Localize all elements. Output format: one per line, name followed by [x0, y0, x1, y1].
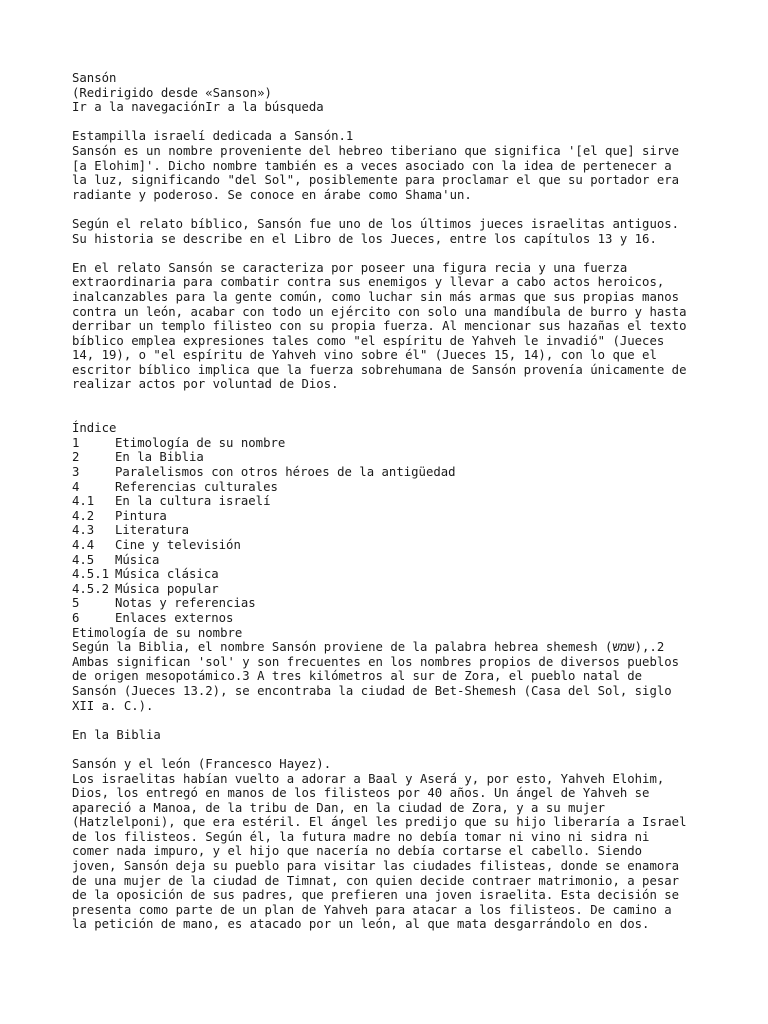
- toc-item[interactable]: [72, 450, 732, 465]
- toc-label[interactable]: Música: [115, 552, 160, 567]
- text-line: joven, Sansón deja su pueblo para visitar las ciudades filisteas, donde se enamora: [72, 859, 680, 874]
- toc-item[interactable]: [72, 494, 732, 509]
- skip-navigation-links[interactable]: Ir a la navegaciónIr a la búsqueda: [72, 100, 324, 115]
- text-line: derribar un templo filisteo con su propia fuerza. Al mencionar sus hazañas el texto: [72, 319, 687, 334]
- section-heading: Etimología de su nombre: [72, 625, 243, 640]
- text-line: de la oposición de sus padres, que prefieren una joven israelita. Esta decisión se: [72, 888, 680, 903]
- text-line: la petición de mano, es atacado por un león, al que mata desgarrándolo en dos.: [72, 917, 650, 932]
- text-line: extraordinaria para combatir contra sus enemigos y llevar a cabo actos heroicos,: [72, 275, 665, 290]
- toc-number: 4.3: [72, 523, 95, 538]
- text-line: Sansón (Jueces 13.2), se encontraba la ciudad de Bet-Shemesh (Casa del Sol, siglo: [72, 683, 672, 698]
- table-of-contents: [72, 421, 732, 625]
- text-line: Los israelitas habían vuelto a adorar a Baal y Aserá y, por esto, Yahveh Elohim,: [72, 771, 665, 786]
- painting-image-caption: Sansón y el león (Francesco Hayez).: [72, 756, 332, 771]
- text-line: presenta como parte de un plan de Yahveh para atacar a los filisteos. De camino a: [72, 902, 672, 917]
- text-line: de origen mesopotámico.3 A tres kilómetros al sur de Zora, el pueblo natal de: [72, 669, 643, 684]
- text-line: Su historia se describe en el Libro de los Jueces, entre los capítulos 13 y 16.: [72, 231, 657, 246]
- stamp-image-caption: Estampilla israelí dedicada a Sansón.1: [72, 129, 354, 144]
- text-line: de una mujer de la ciudad de Timnat, con quien decide contraer matrimonio, a pesar: [72, 873, 680, 888]
- toc-number: 6: [72, 610, 80, 625]
- intro-paragraph-2: [72, 217, 732, 246]
- toc-label[interactable]: Etimología de su nombre: [115, 435, 286, 450]
- toc-label[interactable]: Pintura: [115, 508, 167, 523]
- toc-item[interactable]: [72, 596, 732, 611]
- toc-number: 1: [72, 435, 80, 450]
- text-line: 14, 19), o "el espíritu de Yahveh vino sobre él" (Jueces 15, 14), con lo que el: [72, 348, 657, 363]
- toc-number: 4: [72, 479, 80, 494]
- text-line: bíblico emplea expresiones tales como "el espíritu de Yahveh le invadió" (Jueces: [72, 333, 665, 348]
- toc-label[interactable]: Referencias culturales: [115, 479, 278, 494]
- text-line: apareció a Manoa, de la tribu de Dan, en la ciudad de Zora, y a su mujer: [72, 800, 606, 815]
- toc-label[interactable]: Música popular: [115, 581, 219, 596]
- text-line: XII a. C.).: [72, 698, 154, 713]
- text-line: de los filisteos. Según él, la futura madre no debía tomar ni vino ni sidra ni: [72, 829, 650, 844]
- text-line: Dios, los entregó en manos de los filisteos por 40 años. Un ángel de Yahveh se: [72, 786, 650, 801]
- text-line: Ambas significan 'sol' y son frecuentes en los nombres propios de diversos pueblos: [72, 654, 680, 669]
- toc-label[interactable]: Enlaces externos: [115, 610, 234, 625]
- toc-number: 4.1: [72, 494, 95, 509]
- text-line: contra un león, acabar con todo un ejército con solo una mandíbula de burro y hasta: [72, 304, 687, 319]
- toc-number: 4.2: [72, 508, 95, 523]
- toc-item[interactable]: [72, 538, 732, 553]
- toc-item[interactable]: [72, 567, 732, 582]
- bible-section: [72, 728, 732, 932]
- text-line: realizar actos por voluntad de Dios.: [72, 377, 339, 392]
- toc-item[interactable]: [72, 465, 732, 480]
- toc-item[interactable]: [72, 480, 732, 495]
- text-line: Según el relato bíblico, Sansón fue uno de los últimos jueces israelitas antiguos.: [72, 216, 680, 231]
- toc-item[interactable]: [72, 436, 732, 451]
- page-title: Sansón: [72, 71, 117, 85]
- toc-heading: Índice: [72, 421, 117, 436]
- toc-label[interactable]: Cine y televisión: [115, 538, 241, 552]
- toc-item[interactable]: [72, 509, 732, 524]
- text-line: la luz, significando "del Sol", posiblemente para proclamar el que su portador era: [72, 173, 680, 188]
- toc-number: 2: [72, 450, 80, 465]
- toc-number: 4.5.2: [72, 581, 110, 596]
- toc-label[interactable]: Música clásica: [115, 567, 219, 582]
- text-line: inalcanzables para la gente común, como luchar sin más armas que sus propias manos: [72, 289, 680, 304]
- intro-paragraph-1: [72, 144, 732, 202]
- text-line: Según la Biblia, el nombre Sansón proviene de la palabra hebrea shemesh (שמש),.2: [72, 640, 665, 655]
- intro-paragraph-3: [72, 261, 732, 392]
- text-line: radiante y poderoso. Se conoce en árabe como Shama'un.: [72, 187, 472, 202]
- toc-number: 4.5: [72, 552, 95, 567]
- text-line: comer nada impuro, y el hijo que nacería no debía cortarse el cabello. Siendo: [72, 844, 643, 859]
- etymology-section: [72, 626, 732, 714]
- toc-label[interactable]: Paralelismos con otros héroes de la antigüedad: [115, 465, 456, 480]
- toc-number: 4.5.1: [72, 567, 110, 582]
- text-line: (Hatzlelponi), que era estéril. El ángel les predijo que su hijo liberaría a Israel: [72, 815, 687, 830]
- toc-label[interactable]: En la Biblia: [115, 450, 204, 465]
- document-page: [72, 71, 732, 932]
- section-heading: En la Biblia: [72, 727, 161, 742]
- toc-number: 3: [72, 465, 80, 480]
- text-line: escritor bíblico implica que la fuerza sobrehumana de Sansón provenía únicamente de: [72, 362, 687, 377]
- text-line: [a Elohim]'. Dicho nombre también es a veces asociado con la idea de pertenecer a: [72, 158, 672, 173]
- text-line: Sansón es un nombre proveniente del hebreo tiberiano que significa '[el que] sirve: [72, 143, 680, 158]
- toc-label[interactable]: En la cultura israelí: [115, 494, 271, 509]
- toc-item[interactable]: [72, 553, 732, 568]
- toc-label[interactable]: Notas y referencias: [115, 596, 256, 611]
- toc-item[interactable]: [72, 611, 732, 626]
- toc-item[interactable]: [72, 523, 732, 538]
- toc-number: 4.4: [72, 538, 95, 552]
- toc-label[interactable]: Literatura: [115, 523, 190, 538]
- toc-item[interactable]: [72, 582, 732, 597]
- redirect-note: (Redirigido desde «Sanson»): [72, 85, 272, 100]
- toc-number: 5: [72, 596, 80, 611]
- text-line: En el relato Sansón se caracteriza por poseer una figura recia y una fuerza: [72, 260, 628, 275]
